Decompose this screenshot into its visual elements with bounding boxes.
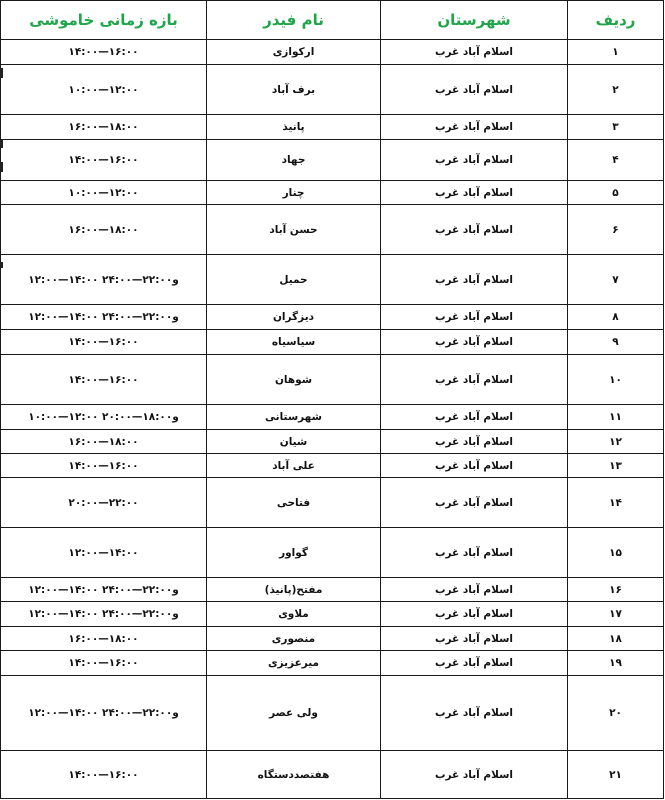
row-time: ۲۰:۰۰—۲۲:۰۰	[1, 478, 207, 528]
row-time: ۱۴:۰۰—۱۶:۰۰	[1, 355, 207, 405]
row-index: ۱	[568, 40, 664, 65]
row-city: اسلام آباد غرب	[381, 330, 568, 355]
table-row	[1, 305, 664, 330]
table-row	[1, 181, 664, 205]
table-row	[1, 578, 664, 602]
table-row	[1, 205, 664, 255]
table-row	[1, 651, 664, 676]
row-feeder: شیان	[207, 430, 381, 454]
header-feeder: نام فیدر	[207, 1, 381, 40]
row-index: ۱۹	[568, 651, 664, 676]
row-feeder: شهرستانی	[207, 405, 381, 430]
table-row	[1, 430, 664, 454]
header-row	[1, 1, 664, 40]
row-city: اسلام آباد غرب	[381, 181, 568, 205]
row-city: اسلام آباد غرب	[381, 676, 568, 751]
row-city: اسلام آباد غرب	[381, 205, 568, 255]
row-index: ۸	[568, 305, 664, 330]
row-feeder: جهاد	[207, 140, 381, 181]
row-city: اسلام آباد غرب	[381, 355, 568, 405]
row-index: ۱۸	[568, 627, 664, 651]
row-feeder: منصوری	[207, 627, 381, 651]
row-index: ۳	[568, 115, 664, 140]
row-city: اسلام آباد غرب	[381, 602, 568, 627]
row-feeder: سیاسیاه	[207, 330, 381, 355]
table-row	[1, 454, 664, 478]
row-index: ۴	[568, 140, 664, 181]
row-city: اسلام آباد غرب	[381, 305, 568, 330]
row-time: ۱۲:۰۰—۱۴:۰۰ و۲۲:۰۰—۲۴:۰۰	[1, 578, 207, 602]
row-index: ۷	[568, 255, 664, 305]
row-feeder: برف آباد	[207, 65, 381, 115]
row-feeder: ملاوی	[207, 602, 381, 627]
row-feeder: گواور	[207, 528, 381, 578]
row-time: ۱۴:۰۰—۱۶:۰۰	[1, 330, 207, 355]
edge-fragment	[0, 162, 3, 172]
row-index: ۱۰	[568, 355, 664, 405]
row-city: اسلام آباد غرب	[381, 430, 568, 454]
row-time: ۱۶:۰۰—۱۸:۰۰	[1, 205, 207, 255]
row-time: ۱۰:۰۰—۱۲:۰۰	[1, 181, 207, 205]
table-row	[1, 627, 664, 651]
row-index: ۲۱	[568, 751, 664, 799]
row-feeder: ولی عصر	[207, 676, 381, 751]
header-index: ردیف	[568, 1, 664, 40]
table-row	[1, 405, 664, 430]
table-row	[1, 602, 664, 627]
table-row	[1, 751, 664, 799]
row-time: ۱۰:۰۰—۱۲:۰۰	[1, 65, 207, 115]
row-time: ۱۲:۰۰—۱۴:۰۰ و۲۲:۰۰—۲۴:۰۰	[1, 602, 207, 627]
row-feeder: ارکوازی	[207, 40, 381, 65]
row-city: اسلام آباد غرب	[381, 751, 568, 799]
header-time: بازه زمانی خاموشی	[1, 1, 207, 40]
row-index: ۱۴	[568, 478, 664, 528]
row-feeder: حسن آباد	[207, 205, 381, 255]
table-body	[1, 40, 664, 799]
row-time: ۱۶:۰۰—۱۸:۰۰	[1, 115, 207, 140]
row-time: ۱۴:۰۰—۱۶:۰۰	[1, 40, 207, 65]
row-city: اسلام آباد غرب	[381, 115, 568, 140]
row-city: اسلام آباد غرب	[381, 255, 568, 305]
row-feeder: حمیل	[207, 255, 381, 305]
row-city: اسلام آباد غرب	[381, 454, 568, 478]
table-row	[1, 355, 664, 405]
row-time: ۱۴:۰۰—۱۶:۰۰	[1, 140, 207, 181]
row-city: اسلام آباد غرب	[381, 651, 568, 676]
row-city: اسلام آباد غرب	[381, 528, 568, 578]
row-index: ۱۲	[568, 430, 664, 454]
edge-fragment	[0, 140, 3, 148]
row-feeder: مفتح(پانیذ)	[207, 578, 381, 602]
row-index: ۱۳	[568, 454, 664, 478]
row-city: اسلام آباد غرب	[381, 405, 568, 430]
table-row	[1, 528, 664, 578]
row-time: ۱۴:۰۰—۱۶:۰۰	[1, 751, 207, 799]
table-row	[1, 478, 664, 528]
table-row	[1, 65, 664, 115]
table-row	[1, 330, 664, 355]
row-city: اسلام آباد غرب	[381, 627, 568, 651]
row-time: ۱۲:۰۰—۱۴:۰۰	[1, 528, 207, 578]
row-time: ۱۲:۰۰—۱۴:۰۰ و۲۲:۰۰—۲۴:۰۰	[1, 676, 207, 751]
row-city: اسلام آباد غرب	[381, 478, 568, 528]
table-row	[1, 40, 664, 65]
table-row	[1, 140, 664, 181]
row-time: ۱۲:۰۰—۱۴:۰۰ و۲۲:۰۰—۲۴:۰۰	[1, 255, 207, 305]
edge-fragment	[0, 262, 3, 268]
row-time: ۱۶:۰۰—۱۸:۰۰	[1, 430, 207, 454]
row-index: ۱۵	[568, 528, 664, 578]
row-index: ۲۰	[568, 676, 664, 751]
header-city: شهرستان	[381, 1, 568, 40]
row-time: ۱۰:۰۰—۱۲:۰۰ و۱۸:۰۰—۲۰:۰۰	[1, 405, 207, 430]
row-city: اسلام آباد غرب	[381, 578, 568, 602]
row-city: اسلام آباد غرب	[381, 40, 568, 65]
row-index: ۹	[568, 330, 664, 355]
row-index: ۶	[568, 205, 664, 255]
row-city: اسلام آباد غرب	[381, 65, 568, 115]
row-feeder: فتاحی	[207, 478, 381, 528]
row-index: ۵	[568, 181, 664, 205]
row-feeder: هفتصددستگاه	[207, 751, 381, 799]
row-time: ۱۲:۰۰—۱۴:۰۰ و۲۲:۰۰—۲۴:۰۰	[1, 305, 207, 330]
row-index: ۲	[568, 65, 664, 115]
row-index: ۱۱	[568, 405, 664, 430]
row-feeder: شوهان	[207, 355, 381, 405]
row-feeder: علی آباد	[207, 454, 381, 478]
table-row	[1, 255, 664, 305]
row-index: ۱۶	[568, 578, 664, 602]
edge-fragment	[0, 68, 3, 78]
row-time: ۱۶:۰۰—۱۸:۰۰	[1, 627, 207, 651]
row-time: ۱۴:۰۰—۱۶:۰۰	[1, 454, 207, 478]
row-feeder: دیزگران	[207, 305, 381, 330]
row-feeder: میرعزیزی	[207, 651, 381, 676]
row-time: ۱۴:۰۰—۱۶:۰۰	[1, 651, 207, 676]
row-index: ۱۷	[568, 602, 664, 627]
table-row	[1, 676, 664, 751]
row-feeder: پانیذ	[207, 115, 381, 140]
row-city: اسلام آباد غرب	[381, 140, 568, 181]
row-feeder: چنار	[207, 181, 381, 205]
table-row	[1, 115, 664, 140]
